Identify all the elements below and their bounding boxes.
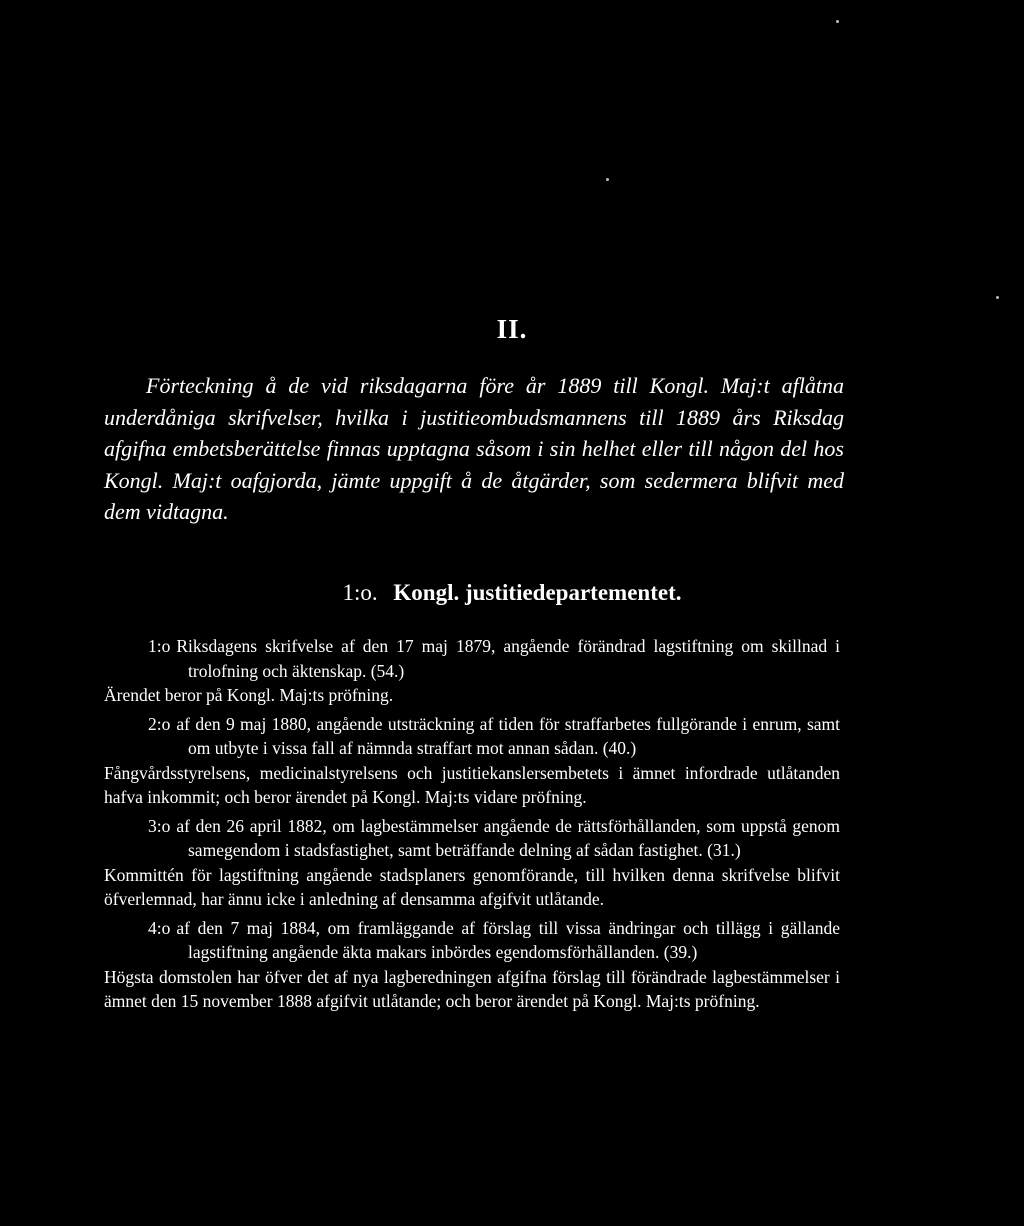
department-name: Kongl. justitiedepartementet. [393,580,682,605]
entry-3-note: Kommittén för lagstiftning angående stadsplaners genomförande, till hvilken denna skrifvelse blifvit öfverlemnad, har ännu icke i anledning af densamma afgifvit utlåtande. [104,864,840,909]
entry-1-note: Ärendet beror på Kongl. Maj:ts pröfning. [104,685,394,705]
section-number: II. [496,314,528,344]
entry-1 [104,634,840,683]
entry-4 [104,916,840,965]
entry-2-note: Fångvårdsstyrelsens, medicinalstyrelsens och justitiekanslersembetets i ämnet infordrade utlåtanden hafva inkommit; och beror ärendet på Kongl. Maj:ts vidare pröfning. [104,762,840,807]
entry-2 [104,712,840,761]
intro-paragraph: Förteckning å de vid riksdagarna före år 1889 till Kongl. Maj:t aflåtna underdåniga skrifvelser, hvilka i justitieombudsmannens till 1889 års Riksdag afgifna embetsberättelse finnas upptagna såsom i sin helhet eller till någon del hos Kongl. Maj:t oafgjorda, jämte uppgift å de åtgärder, som sedermera blifvit med dem vidtagna. [104,373,844,524]
department-number: 1:o. [342,580,378,605]
entry-number: 1:o [148,636,171,656]
scan-speck [996,296,999,299]
department-heading [0,580,1024,606]
entries-list [104,634,840,1018]
entry-3 [104,814,840,863]
entry-number: 2:o [148,713,171,734]
entry-number: 4:o [148,917,171,938]
scan-speck [836,20,839,23]
entry-number: 3:o [148,815,171,836]
scan-speck [606,178,609,181]
entry-text: af den 7 maj 1884, om framläggande af förslag till vissa ändringar och tillägg i gällande lagstiftning angående äkta makars inbördes egendomsförhållanden. (39.) [176,917,840,962]
entry-text: af den 9 maj 1880, angående utsträckning af tiden för straffarbetes fullgörande i enrum, samt om utbyte i vissa fall af nämnda straffart mot annan sådan. (40.) [176,713,840,758]
entry-text: af den 26 april 1882, om lagbestämmelser angående de rättsförhållanden, som uppstå genom samegendom i stadsfastighet, samt beträffande delning af sådan fastighet. (31.) [176,815,840,860]
entry-4-note: Högsta domstolen har öfver det af nya lagberedningen afgifna förslag till förändrade lagbestämmelser i ämnet den 15 november 1888 afgifvit utlåtande; och beror ärendet på Kongl. Maj:ts pröfning. [104,966,840,1011]
entry-text: Riksdagens skrifvelse af den 17 maj 1879, angående förändrad lagstiftning om skillnad i trolofning och äktenskap. (54.) [176,636,840,681]
